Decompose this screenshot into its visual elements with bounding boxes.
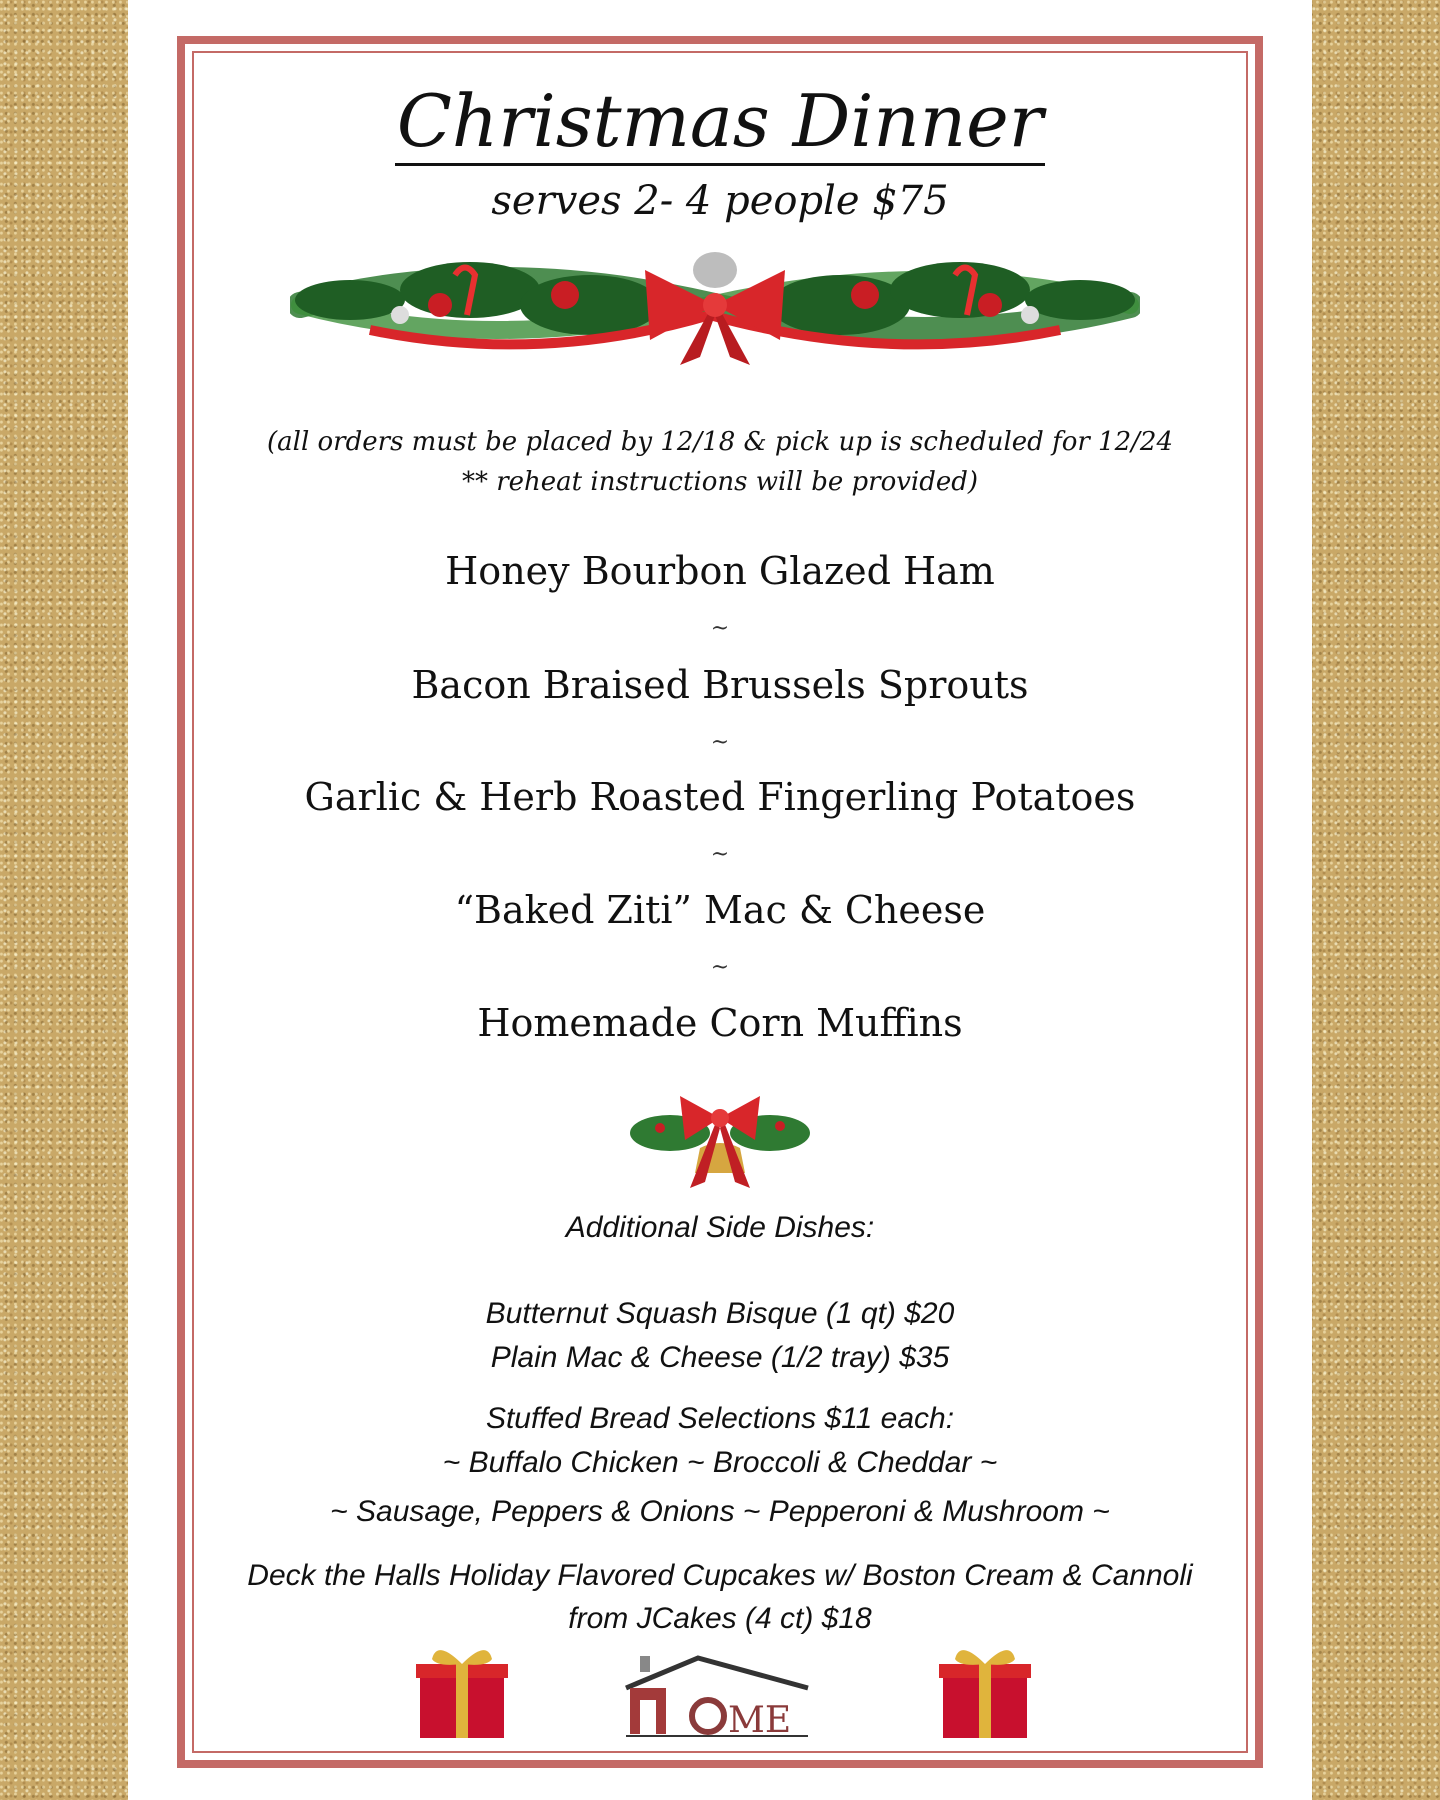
dish-separator: ~ xyxy=(710,616,730,641)
dish-separator: ~ xyxy=(710,955,730,980)
gift-icon xyxy=(935,1640,1035,1740)
home-logo xyxy=(618,1648,818,1738)
order-notice-line-1: (all orders must be placed by 12/18 & pick up is scheduled for 12/24 xyxy=(266,427,1173,457)
cupcakes-line-1: Deck the Halls Holiday Flavored Cupcakes w/ Boston Cream & Cannoli xyxy=(247,1559,1193,1592)
dish-separator: ~ xyxy=(710,842,730,867)
garland-icon xyxy=(290,245,1140,375)
dish-corn-muffins: Homemade Corn Muffins xyxy=(477,1001,963,1045)
dish-separator: ~ xyxy=(710,730,730,755)
side-item-bisque: Butternut Squash Bisque (1 qt) $20 xyxy=(485,1297,955,1330)
dish-mac-and-cheese: “Baked Ziti” Mac & Cheese xyxy=(454,888,986,932)
menu-title: Christmas Dinner xyxy=(192,76,1248,166)
dish-brussels-sprouts: Bacon Braised Brussels Sprouts xyxy=(411,663,1029,707)
order-notice-line-2: ** reheat instructions will be provided) xyxy=(461,467,979,497)
menu-subtitle: serves 2- 4 people $75 xyxy=(491,178,949,224)
stuffed-bread-line-1: ~ Buffalo Chicken ~ Broccoli & Cheddar ~ xyxy=(442,1446,998,1479)
dish-ham: Honey Bourbon Glazed Ham xyxy=(445,549,995,593)
svg-text:ME: ME xyxy=(728,1700,792,1738)
bells-icon xyxy=(630,1088,810,1194)
side-item-mac-and-cheese: Plain Mac & Cheese (1/2 tray) $35 xyxy=(490,1341,950,1374)
stuffed-bread-heading: Stuffed Bread Selections $11 each: xyxy=(485,1402,955,1435)
stuffed-bread-line-2: ~ Sausage, Peppers & Onions ~ Pepperoni & Mushroom ~ xyxy=(330,1495,1110,1528)
cupcakes-line-2: from JCakes (4 ct) $18 xyxy=(568,1602,872,1635)
gift-icon xyxy=(412,1640,512,1740)
side-dishes-heading: Additional Side Dishes: xyxy=(565,1211,875,1244)
dish-potatoes: Garlic & Herb Roasted Fingerling Potatoes xyxy=(304,775,1136,819)
